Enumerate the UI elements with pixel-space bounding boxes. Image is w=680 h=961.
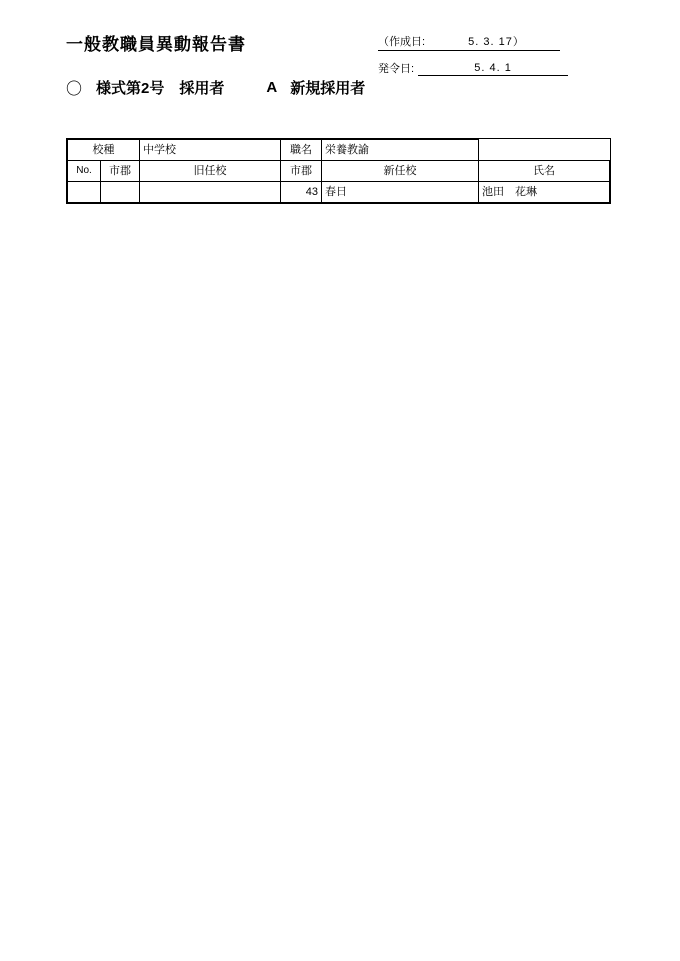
- category-letter-label: A: [266, 79, 278, 96]
- cell-name: 池田 花琳: [479, 182, 610, 203]
- position-label-cell: 職名: [281, 140, 322, 161]
- col-header-city-new: 市郡: [281, 161, 322, 182]
- col-header-new-school: 新任校: [322, 161, 479, 182]
- col-header-no: No.: [68, 161, 101, 182]
- cell-city-old: [101, 182, 140, 203]
- page-title: 一般教職員異動報告書: [66, 35, 246, 54]
- circle-marker-icon: 〇: [66, 81, 83, 98]
- subtitle-line: [66, 76, 365, 99]
- transfer-table-frame: [66, 138, 611, 204]
- position-value-cell: 栄養教諭: [322, 140, 479, 161]
- created-date-value: 5. 3. 17）: [468, 36, 525, 48]
- category-label: 新規採用者: [290, 80, 366, 97]
- school-type-label-cell: 校種: [68, 140, 140, 161]
- created-date-label: （作成日:: [378, 36, 426, 48]
- col-header-name: 氏名: [479, 161, 610, 182]
- col-header-old-school: 旧任校: [140, 161, 281, 182]
- date-block: [378, 33, 568, 76]
- cell-city-new: 43: [281, 182, 322, 203]
- col-header-city-old: 市郡: [101, 161, 140, 182]
- issued-date-label: 発令日:: [378, 63, 415, 75]
- header-top-blank-cell: [479, 140, 610, 161]
- issued-date-value: 5. 4. 1: [418, 62, 568, 76]
- table-column-header-row: [68, 161, 610, 182]
- form-number-label: 様式第2号 採用者: [96, 80, 225, 97]
- issued-date-row: [378, 60, 568, 76]
- table-header-top-row: [68, 140, 610, 161]
- cell-old-school: [140, 182, 281, 203]
- transfer-table-wrapper: [66, 138, 611, 209]
- created-date-underline: [378, 50, 560, 51]
- cell-no: [68, 182, 101, 203]
- table-row: [68, 182, 610, 203]
- school-type-value-cell: 中学校: [140, 140, 281, 161]
- created-date-row: [378, 33, 568, 49]
- cell-new-school: 春日: [322, 182, 479, 203]
- transfer-table: [67, 139, 610, 203]
